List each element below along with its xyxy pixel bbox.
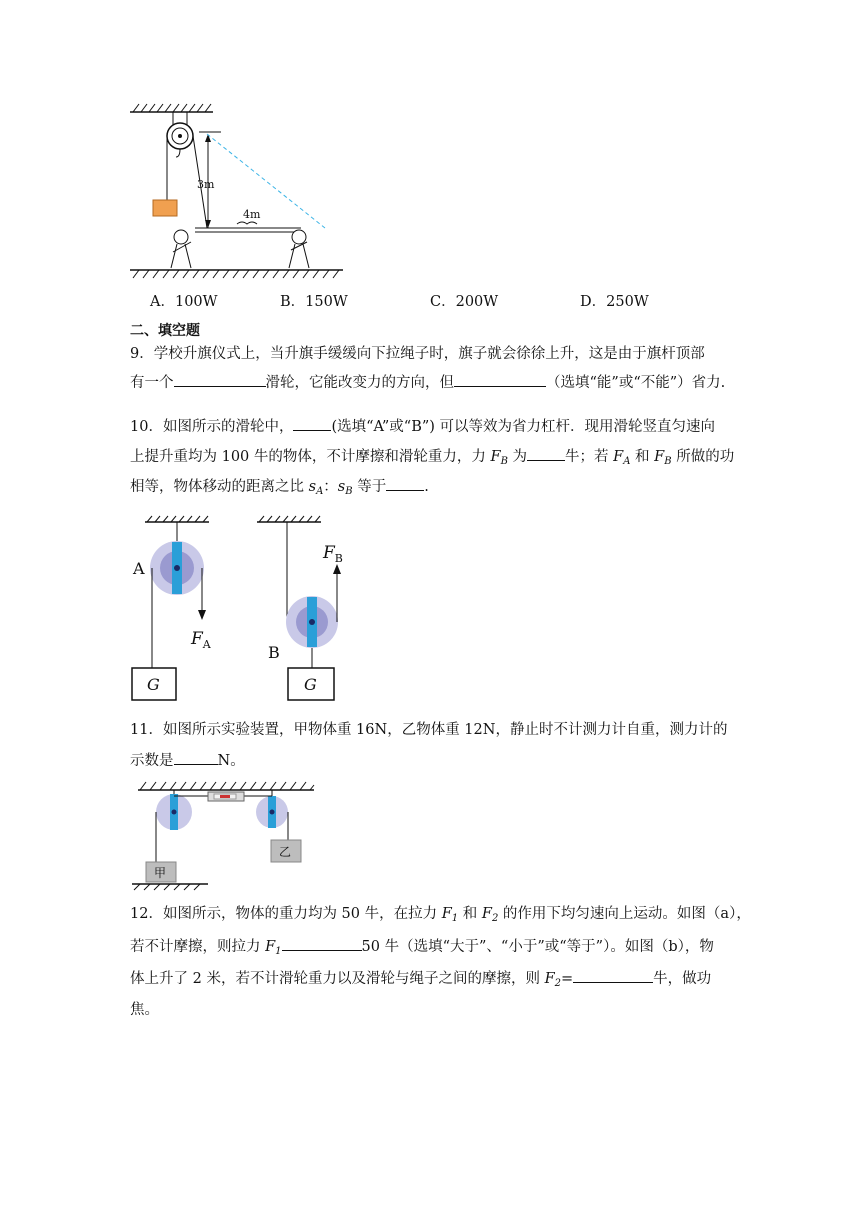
q12-line1: 12．如图所示，物体的重力均为 50 牛，在拉力 $F_1$ 和 $F_2$ 的作用下均匀速向上运动。如图（a）， <box>130 906 751 924</box>
q11-line1: 11．如图所示实验装置，甲物体重 16N，乙物体重 12N，静止时不计测力计自重，测力计的 <box>130 722 728 738</box>
q12-blank-2[interactable] <box>573 968 653 983</box>
q12-blank-1[interactable] <box>282 936 362 951</box>
option-b[interactable]: B．150W <box>280 294 348 310</box>
label-b: B <box>268 643 280 662</box>
q9-blank-2[interactable] <box>454 372 546 387</box>
label-a: A <box>133 559 145 578</box>
option-a[interactable]: A．100W <box>150 294 218 310</box>
label-yi: 乙 <box>279 845 292 859</box>
figure-pulleys-ab <box>125 512 365 708</box>
q10-blank-2[interactable] <box>527 446 565 461</box>
q9-blank-1[interactable] <box>174 372 266 387</box>
q11-blank[interactable] <box>174 750 218 765</box>
weight-a: G <box>147 675 160 694</box>
force-b-label: $F_B$ <box>323 543 343 565</box>
force-a-label: $F_A$ <box>191 629 211 651</box>
weight-box <box>153 200 177 216</box>
label-jia: 甲 <box>154 866 167 880</box>
figure-pulley-people <box>125 100 355 280</box>
q12-line3: 体上升了 2 米，若不计滑轮重力以及滑轮与绳子之间的摩擦，则 $F_2=$ 牛，做功 <box>130 968 711 994</box>
weight-b: G <box>304 675 317 694</box>
q9-line2: 有一个 滑轮，它能改变力的方向，但 （选填“能”或“不能”）省力. <box>130 372 725 393</box>
q9-line1: 9．学校升旗仪式上，当升旗手缓缓向下拉绳子时，旗子就会徐徐上升，这是由于旗杆顶部 <box>130 346 705 362</box>
q10-blank-3[interactable] <box>386 476 424 491</box>
figure-spring-scale <box>128 776 318 892</box>
q10-blank-1[interactable] <box>293 416 331 431</box>
height-label: 3m <box>197 178 215 191</box>
option-d[interactable]: D．250W <box>580 294 649 310</box>
option-c[interactable]: C．200W <box>430 294 499 310</box>
q10-line3: 相等，物体移动的距离之比 $s_A$：$s_B$ 等于 . <box>130 476 429 502</box>
q10-line2: 上提升重均为 100 牛的物体，不计摩擦和滑轮重力，力 $F_B$ 为 牛；若 $F_A$ 和 $F_B$ 所做的功 <box>130 446 734 472</box>
width-label: 4m <box>243 208 261 221</box>
q11-line2: 示数是 N。 <box>130 750 245 771</box>
q10-line1: 10．如图所示的滑轮中， (选填“A”或“B”) 可以等效为省力杠杆．现用滑轮竖直匀速向 <box>130 416 715 437</box>
q12-line2: 若不计摩擦，则拉力 $F_1$ 50 牛（选填“大于”、“小于”或“等于”）。如图（b），物 <box>130 936 714 962</box>
q12-line4: 焦。 <box>130 1002 159 1018</box>
section-title: 二、填空题 <box>130 323 200 339</box>
